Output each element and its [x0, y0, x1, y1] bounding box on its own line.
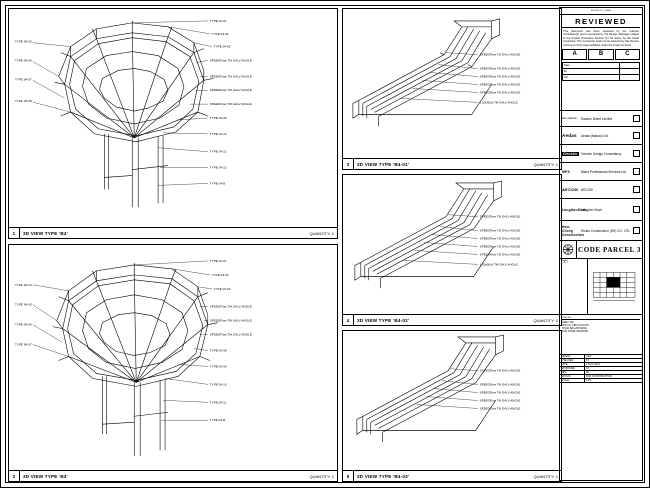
approval-key-2: DATE — [560, 363, 585, 366]
viewport-2-caption — [9, 470, 337, 481]
svg-text:L 50x50x5 TM GALV ANGLE: L 50x50x5 TM GALV ANGLE — [479, 100, 518, 105]
viewport-4[interactable] — [342, 174, 562, 326]
viewport-3-annotations — [480, 53, 521, 105]
consultant-mark-6: Hsin Chong Construction — [562, 224, 585, 237]
reviewed-code-c[interactable]: C — [615, 49, 640, 60]
svg-text:TYPE 04-02: TYPE 04-02 — [211, 31, 229, 36]
consultant-row-0 — [560, 111, 642, 127]
key-plan-graphic — [588, 259, 642, 314]
drawing-title-line-2: STAIR BALUSTRADE — [562, 327, 587, 330]
reviewed-field-row — [563, 75, 640, 81]
consultant-checkbox-6[interactable] — [633, 227, 640, 234]
svg-text:SPEEDFlow TM GALV ANGLE: SPEEDFlow TM GALV ANGLE — [479, 406, 521, 411]
reviewed-code-b[interactable]: B — [588, 49, 613, 60]
svg-text:SPEEDFlow TM GALV ANGLE: SPEEDFlow TM GALV ANGLE — [479, 236, 521, 241]
reviewed-body: This document has been reviewed by the relevant Consultant(s) and is accepted by the Design Manager subject to the Project Procedure Section 5.4 for action by the Trade Contractor. The Contractor shall not be relieved by this Review Comment of his responsibilities under the Trade Contract. — [563, 30, 639, 47]
viewport-3-caption — [343, 158, 561, 169]
viewport-1-bubble: 1 — [9, 228, 20, 238]
svg-text:SPEEDFlow TM GALV ANGLE: SPEEDFlow TM GALV ANGLE — [209, 58, 252, 63]
svg-text:SPEEDFlow TM GALV ANGLE: SPEEDFlow TM GALV ANGLE — [209, 102, 252, 107]
svg-text:SPEEDFlow TM GALV ANGLE: SPEEDFlow TM GALV ANGLE — [209, 88, 252, 93]
svg-text:TYPE 04-07: TYPE 04-07 — [14, 342, 32, 347]
viewport-3-drawing — [343, 9, 561, 158]
svg-text:L 50x50x5 TM GALV ANGLE: L 50x50x5 TM GALV ANGLE — [479, 262, 518, 267]
consultant-detail-5: Langdon Seah — [581, 207, 602, 212]
viewport-5[interactable] — [342, 330, 562, 482]
svg-text:SPEEDFlow TM GALV ANGLE: SPEEDFlow TM GALV ANGLE — [479, 52, 521, 57]
viewport-3-title: 3D VIEW TYPE 'B4-01' — [357, 161, 410, 167]
project-logo — [560, 241, 577, 258]
svg-text:SPEEDFlow TM GALV ANGLE: SPEEDFlow TM GALV ANGLE — [209, 318, 252, 323]
svg-text:TYPE 04-01: TYPE 04-01 — [209, 18, 227, 23]
svg-text:TYPE 04-06: TYPE 04-06 — [14, 322, 32, 327]
consultant-row-3 — [560, 163, 642, 181]
svg-text:TYPE 04-B: TYPE 04-B — [209, 181, 226, 186]
svg-text:TYPE 04-09: TYPE 04-09 — [209, 364, 227, 369]
consultant-mark-3: MPS — [562, 169, 570, 174]
approval-val-3: KY — [586, 367, 590, 370]
viewport-4-title: 3D VIEW TYPE 'B4-02' — [357, 317, 410, 323]
viewport-4-caption — [343, 314, 561, 325]
consultant-checkbox-4[interactable] — [633, 186, 640, 193]
reviewed-field-key-0: Date — [563, 63, 620, 69]
consultant-checkbox-2[interactable] — [633, 150, 640, 157]
drawing-title-line-0: AREA 760 — [562, 321, 574, 324]
consultant-row-1 — [560, 127, 642, 145]
viewport-2-bubble: 2 — [9, 471, 20, 481]
consultant-row-6 — [560, 221, 642, 241]
consultant-mark-5: LangdonSeah — [562, 207, 587, 212]
approval-val-1: KY — [586, 359, 590, 362]
svg-text:TYPE 04-06: TYPE 04-06 — [14, 58, 32, 63]
svg-text:SPEEDFlow TM GALV ANGLE: SPEEDFlow TM GALV ANGLE — [479, 244, 521, 249]
key-plan-label: SHEET — [561, 260, 569, 262]
project-title: CODE PARCEL 3 — [578, 245, 641, 254]
project-name-row — [560, 241, 642, 259]
consultant-detail-2: Gensler Design Consultancy — [581, 151, 622, 156]
consultant-checkbox-0[interactable] — [633, 115, 640, 122]
reviewed-code-boxes[interactable] — [562, 49, 640, 60]
viewport-1[interactable] — [8, 8, 338, 239]
viewport-3-quantity: QUANTITY: 1 — [533, 161, 558, 167]
svg-text:TYPE 04-04: TYPE 04-04 — [14, 282, 32, 287]
consultant-detail-3: Maria Professional Services Ltd. — [581, 169, 627, 174]
approval-key-5: STATUS — [560, 375, 585, 378]
svg-text:SPEEDFlow TM GALV ANGLE: SPEEDFlow TM GALV ANGLE — [479, 90, 521, 95]
reviewed-field-key-1: By — [563, 69, 620, 75]
svg-text:TYPE 04-12: TYPE 04-12 — [209, 165, 227, 170]
viewport-1-caption — [9, 227, 337, 238]
top-note-text: R-1526_PTC_20893 — [590, 10, 612, 12]
drawing-title-label: DWG NO — [562, 317, 640, 320]
svg-text:SPEEDFlow TM GALV ANGLE: SPEEDFlow TM GALV ANGLE — [479, 228, 521, 233]
consultant-row-5 — [560, 199, 642, 221]
consultant-checkbox-1[interactable] — [633, 132, 640, 139]
scale-row — [560, 379, 642, 383]
consultant-checkbox-3[interactable] — [633, 168, 640, 175]
scale-value: 1:25 — [586, 379, 591, 382]
approval-val-4: 00 — [586, 371, 589, 374]
key-plan-notes — [560, 259, 588, 314]
viewport-2-annotations — [15, 259, 252, 422]
viewport-2-title: 3D VIEW TYPE 'B4' — [23, 473, 68, 479]
key-plan-value: 1 OF 1 — [561, 262, 568, 264]
approval-key-4: REV — [560, 371, 585, 374]
consultant-detail-4: AECOM — [581, 187, 593, 192]
approval-val-2: 1 NOV 2019 — [586, 363, 600, 366]
drawing-title-block — [560, 315, 642, 355]
reviewed-heading: REVIEWED — [562, 17, 640, 28]
drawing-title-line-3: FOR STEEL DRAWING — [562, 330, 589, 333]
viewport-5-quantity: QUANTITY: 1 — [533, 473, 558, 479]
svg-text:TYPE 04-08: TYPE 04-08 — [209, 348, 227, 353]
viewport-1-quantity: QUANTITY: 1 — [309, 230, 334, 236]
consultant-detail-0: Hawton Direct Limited — [581, 116, 613, 121]
svg-text:SPEEDFlow TM GALV ANGLE: SPEEDFlow TM GALV ANGLE — [479, 398, 521, 403]
viewport-5-title: 3D VIEW TYPE 'B4-03' — [357, 473, 410, 479]
viewport-3-bubble: 3 — [343, 159, 354, 169]
viewport-3[interactable] — [342, 8, 562, 170]
svg-text:SPEEDFlow TM GALV ANGLE: SPEEDFlow TM GALV ANGLE — [479, 214, 521, 219]
consultant-detail-6: Hsuko Construction (HK) CO. LTD. — [581, 228, 631, 233]
svg-text:TYPE 04-05: TYPE 04-05 — [14, 39, 32, 44]
reviewed-code-a[interactable]: A — [562, 49, 587, 60]
consultant-mark-1: Aedas — [562, 133, 577, 138]
consultant-mark-2: Gensler — [563, 151, 578, 156]
svg-text:TYPE 04-09: TYPE 04-09 — [209, 115, 227, 120]
viewport-2-quantity: QUANTITY: 1 — [309, 473, 334, 479]
svg-text:SPEEDFlow TM GALV ANGLE: SPEEDFlow TM GALV ANGLE — [479, 368, 521, 373]
svg-text:SPEEDFlow TM GALV ANGLE: SPEEDFlow TM GALV ANGLE — [479, 252, 521, 257]
approval-key-1: CHECKED — [560, 359, 585, 362]
svg-text:SPEEDFlow TM GALV ANGLE: SPEEDFlow TM GALV ANGLE — [479, 82, 521, 87]
viewport-5-bubble: 5 — [343, 471, 354, 481]
approval-key-3: APPROVED — [560, 367, 585, 370]
reviewed-field-key-2: Ref — [563, 75, 620, 81]
viewport-5-caption — [343, 470, 561, 481]
svg-text:TYPE 04-10: TYPE 04-10 — [209, 382, 227, 387]
viewport-5-annotations — [480, 369, 521, 411]
consultant-detail-1: Aedas (Macau) Ltd. — [581, 133, 609, 138]
consultant-checkbox-5[interactable] — [633, 206, 640, 213]
consultant-mark-4: AECOM — [562, 187, 578, 192]
approval-key-0: DRAWN — [560, 355, 585, 358]
reviewed-fields — [562, 62, 640, 81]
svg-text:TYPE 04-11: TYPE 04-11 — [209, 400, 227, 405]
reviewed-field-val-2[interactable] — [619, 75, 639, 81]
consultant-row-4 — [560, 181, 642, 199]
svg-text:TYPE 04-05: TYPE 04-05 — [14, 302, 32, 307]
svg-text:TYPE 04-07: TYPE 04-07 — [14, 77, 32, 82]
drawing-title-line-1: RUN-AT CIRCULATION — [562, 324, 589, 327]
viewport-1-drawing — [9, 9, 337, 227]
approval-val-5: FOR CONSTRUCTION — [586, 375, 613, 378]
approval-fields — [560, 355, 642, 383]
svg-text:TYPE 04-10: TYPE 04-10 — [209, 131, 227, 136]
key-plan — [560, 259, 642, 315]
consultant-row-2 — [560, 145, 642, 163]
svg-text:TYPE 04-B: TYPE 04-B — [209, 418, 226, 423]
svg-text:TYPE 04-02: TYPE 04-02 — [211, 272, 229, 277]
svg-text:SPEEDFlow TM GALV ANGLE: SPEEDFlow TM GALV ANGLE — [479, 390, 521, 395]
approval-val-0: CAD — [586, 355, 592, 358]
viewport-4-drawing — [343, 175, 561, 314]
viewport-2-drawing — [9, 245, 337, 470]
svg-text:SPEEDFlow TM GALV ANGLE: SPEEDFlow TM GALV ANGLE — [479, 74, 521, 79]
svg-text:SPEEDFlow TM GALV ANGLE: SPEEDFlow TM GALV ANGLE — [209, 332, 252, 337]
svg-text:SPEEDFlow TM GALV ANGLE: SPEEDFlow TM GALV ANGLE — [479, 382, 521, 387]
svg-text:SPEEDFlow TM GALV ANGLE: SPEEDFlow TM GALV ANGLE — [209, 74, 252, 79]
svg-text:TYPE 04-03: TYPE 04-03 — [213, 44, 231, 49]
svg-text:TYPE 04-03: TYPE 04-03 — [213, 286, 231, 291]
svg-text:TYPE 04-11: TYPE 04-11 — [209, 149, 227, 154]
title-block-top-note — [560, 8, 642, 15]
viewport-4-bubble: 4 — [343, 315, 354, 325]
viewport-4-quantity: QUANTITY: 1 — [533, 317, 558, 323]
svg-text:TYPE 04-01: TYPE 04-01 — [209, 258, 227, 263]
title-block — [559, 7, 643, 481]
scale-key: SCALE — [560, 379, 585, 382]
viewport-1-title: 3D VIEW TYPE 'B4' — [23, 230, 68, 236]
consultant-mark-0: MD LIMITED — [562, 117, 577, 120]
svg-text:SPEEDFlow TM GALV ANGLE: SPEEDFlow TM GALV ANGLE — [479, 66, 521, 71]
svg-text:SPEEDFlow TM GALV ANGLE: SPEEDFlow TM GALV ANGLE — [209, 304, 252, 309]
reviewed-stamp — [560, 15, 642, 111]
viewport-2[interactable] — [8, 244, 338, 482]
viewport-5-drawing — [343, 331, 561, 470]
svg-text:TYPE 04-08: TYPE 04-08 — [14, 99, 32, 104]
